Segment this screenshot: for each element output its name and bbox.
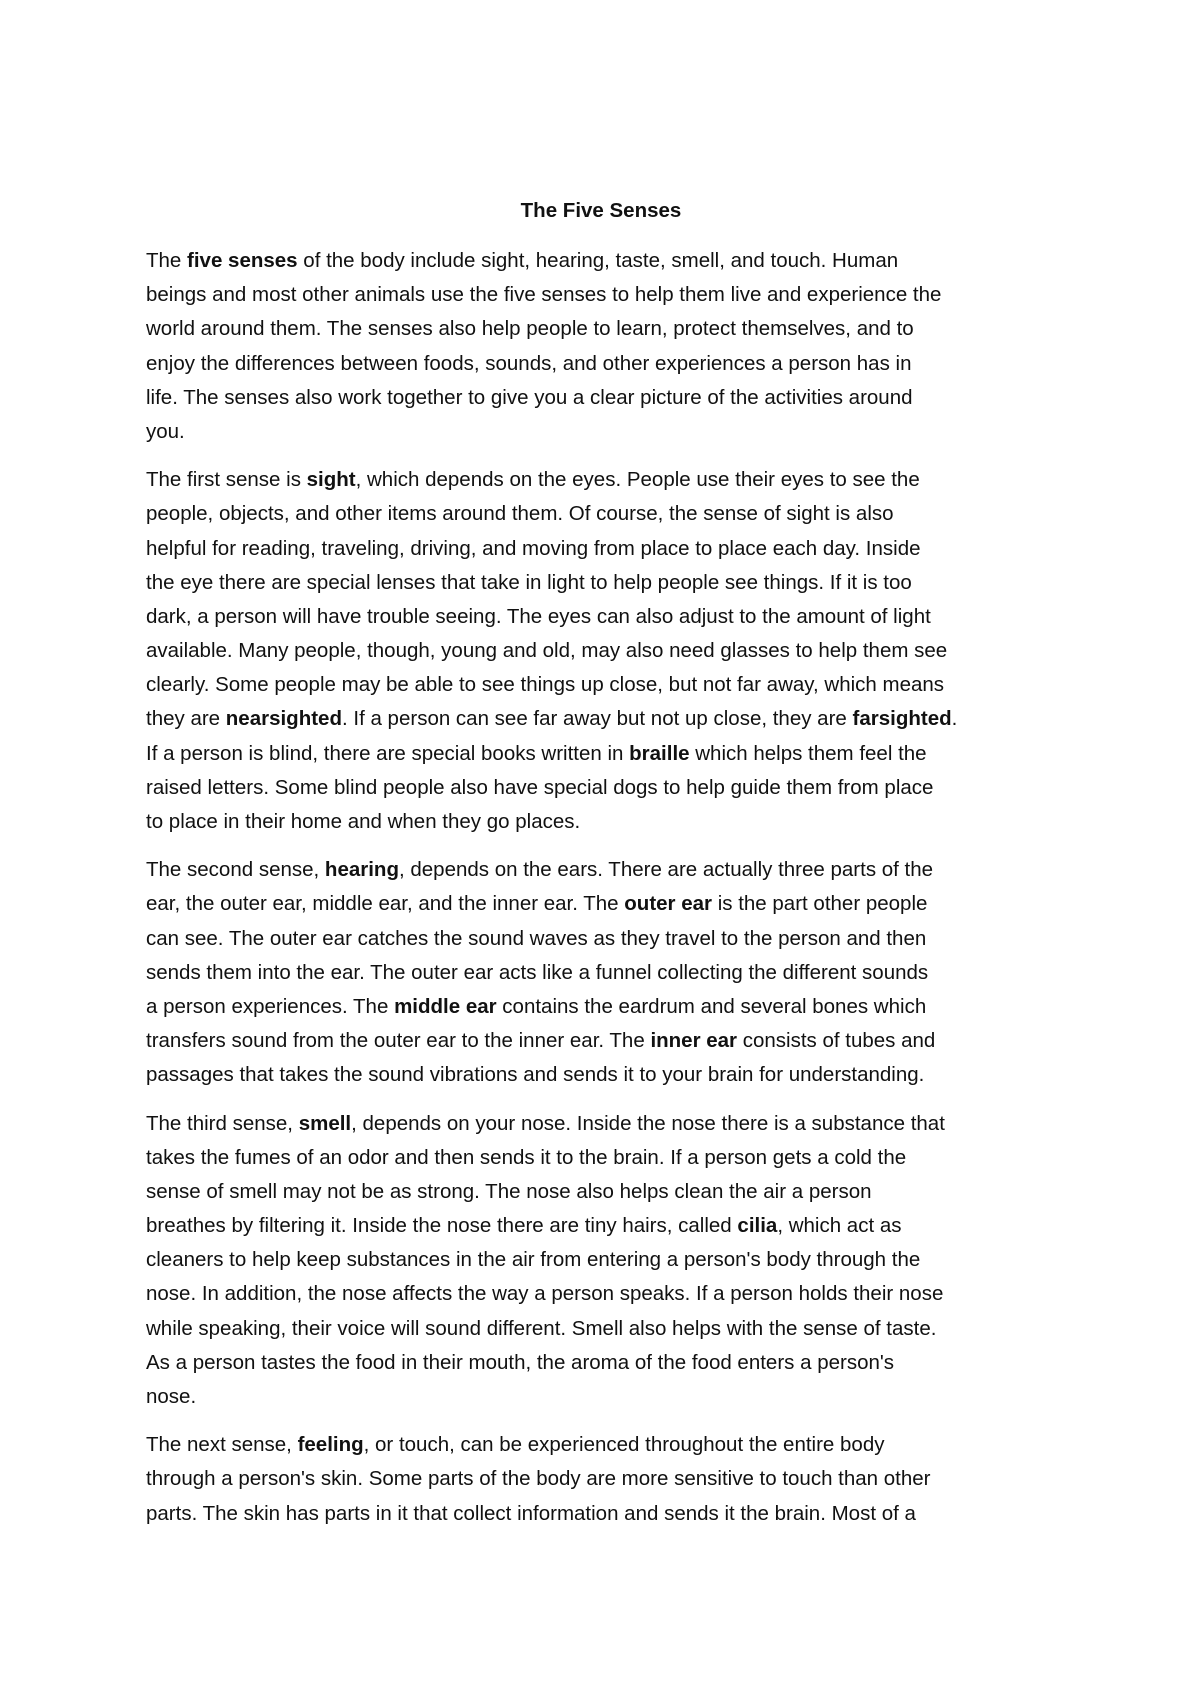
text-line bbox=[146, 532, 1056, 566]
text-run: helpful for reading, traveling, driving, and moving from place to place each day. Inside bbox=[146, 536, 921, 560]
text-run: nose. In addition, the nose affects the way a person speaks. If a person holds their nose bbox=[146, 1282, 944, 1306]
text-run: which helps them feel the bbox=[689, 741, 927, 765]
text-line bbox=[146, 1141, 1056, 1175]
text-line bbox=[146, 566, 1056, 600]
text-line bbox=[146, 244, 1056, 278]
text-line bbox=[146, 922, 1056, 956]
text-run: world around them. The senses also help people to learn, protect themselves, and to bbox=[146, 317, 914, 341]
text-line bbox=[146, 668, 1056, 702]
paragraph-list bbox=[146, 244, 1056, 1531]
text-line bbox=[146, 1462, 1056, 1496]
body-paragraph bbox=[146, 244, 1056, 449]
text-line bbox=[146, 805, 1056, 839]
text-run: can see. The outer ear catches the sound waves as they travel to the person and then bbox=[146, 926, 927, 950]
text-run: the eye there are special lenses that take in light to help people see things. If it is too bbox=[146, 570, 912, 594]
text-line bbox=[146, 956, 1056, 990]
text-run: dark, a person will have trouble seeing. The eyes can also adjust to the amount of light bbox=[146, 604, 931, 628]
text-line bbox=[146, 1243, 1056, 1277]
body-paragraph bbox=[146, 463, 1056, 839]
text-run: . If a person can see far away but not up close, they are bbox=[341, 707, 853, 731]
text-run: The bbox=[146, 249, 188, 272]
text-line bbox=[146, 1497, 1056, 1531]
text-run: transfers sound from the outer ear to the inner ear. The bbox=[146, 1029, 651, 1053]
text-line bbox=[146, 1346, 1056, 1380]
text-line bbox=[146, 278, 1056, 312]
text-line bbox=[146, 1209, 1056, 1243]
text-line bbox=[146, 1428, 1056, 1462]
text-run: breathes by filtering it. Inside the nose there are tiny hairs, called bbox=[146, 1214, 738, 1238]
text-run: beings and most other animals use the five senses to help them live and experience the bbox=[146, 283, 942, 307]
text-line bbox=[146, 887, 1056, 921]
text-run: , which depends on the eyes. People use their eyes to see the bbox=[355, 468, 920, 492]
text-line bbox=[146, 853, 1056, 887]
text-line bbox=[146, 497, 1056, 531]
bold-term: nearsighted bbox=[225, 707, 342, 731]
text-line bbox=[146, 312, 1056, 346]
text-run: is the part other people bbox=[712, 892, 928, 916]
text-line bbox=[146, 1107, 1056, 1141]
bold-term: middle ear bbox=[394, 994, 497, 1018]
text-run: takes the fumes of an odor and then sends it to the brain. If a person gets a cold the bbox=[146, 1145, 907, 1169]
text-run: nose. bbox=[146, 1385, 197, 1408]
text-line bbox=[146, 737, 1056, 771]
body-paragraph bbox=[146, 1107, 1056, 1415]
text-run: life. The senses also work together to give you a clear picture of the activities around bbox=[146, 385, 913, 409]
text-run: while speaking, their voice will sound different. Smell also helps with the sense of taste. bbox=[146, 1316, 937, 1340]
text-line bbox=[146, 347, 1056, 381]
bold-term: cilia bbox=[737, 1214, 778, 1238]
text-line bbox=[146, 1277, 1056, 1311]
text-line bbox=[146, 990, 1056, 1024]
text-run: cleaners to help keep substances in the air from entering a person's body through the bbox=[146, 1248, 921, 1272]
text-run: , or touch, can be experienced throughout the entire body bbox=[363, 1433, 885, 1457]
text-run: The first sense is bbox=[146, 468, 307, 492]
text-run: sense of smell may not be as strong. The nose also helps clean the air a person bbox=[146, 1179, 872, 1203]
text-run: of the body include sight, hearing, taste, smell, and touch. Human bbox=[297, 249, 899, 272]
text-run: If a person is blind, there are special books written in bbox=[146, 741, 630, 765]
text-run: ear, the outer ear, middle ear, and the inner ear. The bbox=[146, 892, 625, 916]
text-run: The second sense, bbox=[146, 858, 325, 882]
text-line bbox=[146, 463, 1056, 497]
bold-term: feeling bbox=[297, 1433, 364, 1457]
bold-term: outer ear bbox=[624, 892, 713, 916]
text-run: clearly. Some people may be able to see things up close, but not far away, which means bbox=[146, 673, 945, 697]
text-run: you. bbox=[146, 419, 185, 443]
text-run: available. Many people, though, young and old, may also need glasses to help them see bbox=[146, 639, 948, 663]
bold-term: farsighted bbox=[852, 707, 952, 731]
text-run: raised letters. Some blind people also have special dogs to help guide them from place bbox=[146, 775, 934, 799]
bold-term: inner ear bbox=[650, 1029, 738, 1053]
text-run: , depends on the ears. There are actually three parts of the bbox=[398, 858, 934, 882]
text-line bbox=[146, 702, 1056, 736]
bold-term: five senses bbox=[187, 249, 298, 272]
text-run: they are bbox=[146, 707, 226, 731]
text-run: , which act as bbox=[777, 1214, 902, 1238]
bold-term: sight bbox=[306, 468, 356, 492]
text-line bbox=[146, 1175, 1056, 1209]
text-run: contains the eardrum and several bones which bbox=[496, 994, 927, 1018]
text-line bbox=[146, 634, 1056, 668]
text-line bbox=[146, 771, 1056, 805]
text-run: enjoy the differences between foods, sounds, and other experiences a person has in bbox=[146, 351, 912, 375]
text-run: . bbox=[951, 707, 958, 731]
text-run: As a person tastes the food in their mouth, the aroma of the food enters a person's bbox=[146, 1350, 895, 1374]
body-paragraph bbox=[146, 853, 1056, 1092]
body-paragraph bbox=[146, 1428, 1056, 1531]
text-line bbox=[146, 1312, 1056, 1346]
text-line bbox=[146, 600, 1056, 634]
text-run: people, objects, and other items around them. Of course, the sense of sight is also bbox=[146, 502, 894, 526]
bold-term: smell bbox=[298, 1111, 352, 1135]
text-run: to place in their home and when they go places. bbox=[146, 810, 581, 833]
text-run: parts. The skin has parts in it that collect information and sends it the brain. Most of a bbox=[146, 1501, 916, 1525]
text-run: a person experiences. The bbox=[146, 994, 395, 1018]
document-body bbox=[146, 196, 1056, 1545]
text-line bbox=[146, 381, 1056, 415]
bold-term: braille bbox=[629, 741, 690, 765]
bold-term: hearing bbox=[324, 858, 399, 882]
text-line bbox=[146, 1380, 1056, 1414]
text-line bbox=[146, 415, 1056, 449]
text-run: The third sense, bbox=[146, 1111, 299, 1135]
text-run: sends them into the ear. The outer ear acts like a funnel collecting the different sounds bbox=[146, 960, 929, 984]
text-line bbox=[146, 1058, 1056, 1092]
text-run: The next sense, bbox=[146, 1433, 298, 1457]
text-run: through a person's skin. Some parts of the body are more sensitive to touch than other bbox=[146, 1467, 931, 1491]
page-title: The Five Senses bbox=[520, 199, 682, 222]
text-run: consists of tubes and bbox=[737, 1029, 936, 1053]
text-run: , depends on your nose. Inside the nose there is a substance that bbox=[351, 1111, 945, 1135]
text-line bbox=[146, 1024, 1056, 1058]
text-run: passages that takes the sound vibrations and sends it to your brain for understanding. bbox=[146, 1063, 925, 1087]
